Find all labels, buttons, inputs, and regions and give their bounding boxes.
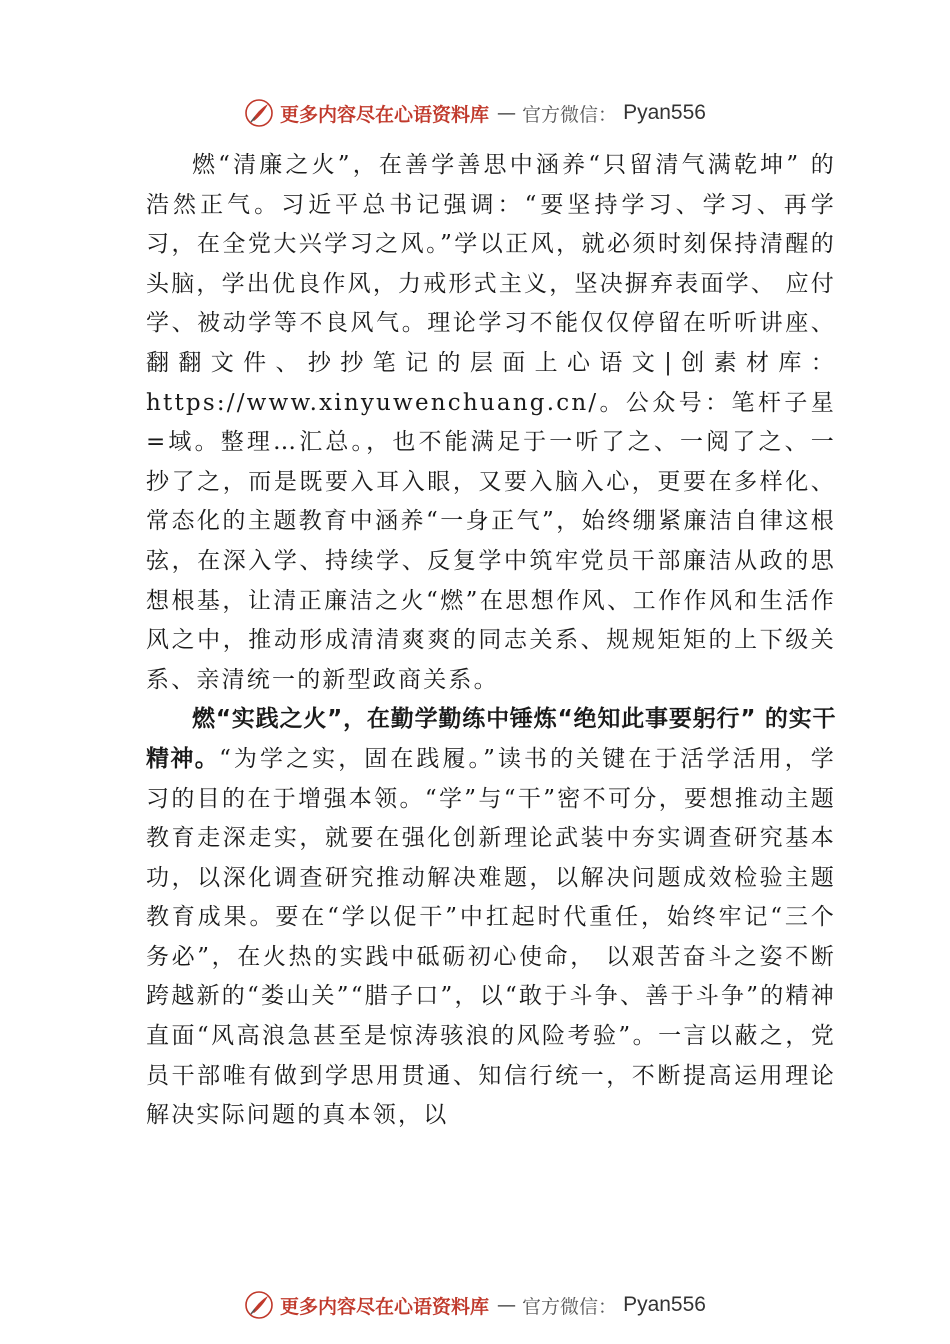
quill-logo-icon xyxy=(244,1290,274,1320)
banner-gray-text: 官方微信： xyxy=(522,103,618,126)
quill-logo-icon xyxy=(244,98,274,128)
paragraph-1-text: 燃“清廉之火”，在善学善思中涵养“只留清气满乾坤” 的浩然正气。习近平总书记强调：“要坚持学习、学习、再学习，在全党大兴学习之风。”学以正风，就必须时刻保持清醒的头脑，学出优良作风，力戒形式主义，坚决摒弃表面学、 应付学、被动学等不良风气。理论学习不能仅仅停留在听听讲座、翻翻文件、抄抄笔记的层面上心语文|创素材库：https://www.xinyuwenchuang.cn/。公众号：笔杆子星=域。整理…汇总。，也不能满足于一听了之、一阅了之、一抄了之，而是既要入耳入眼，又要入脑入心，更要在多样化、常态化的主题教育中涵养“一身正气”，始终绷紧廉洁自律这根弦，在深入学、持续学、反复学中筑牢党员干部廉洁从政的思想根基，让清正廉洁之火“燃”在思想作风、工作作风和生活作风之中，推动形成清清爽爽的同志关系、规规矩矩的上下级关系、亲清统一的新型政商关系。 xyxy=(146,152,836,693)
banner-red-text: 更多内容尽在心语资料库 xyxy=(280,103,490,126)
paragraph-1 xyxy=(146,146,836,700)
banner-separator: — xyxy=(497,102,517,124)
paragraph-2-lead: 燃“实践之火”，在勤学勤练中锤炼“绝知此事要躬行” 的实干精神。 xyxy=(146,706,836,772)
footer-watermark-banner xyxy=(0,1290,950,1320)
paragraph-2-text: “为学之实，固在践履。”读书的关键在于活学活用，学习的目的在于增强本领。“学”与“干”密不可分，要想推动主题教育走深走实，就要在强化创新理论武装中夯实调查研究基本功，以深化调查研究推动解决难题，以解决问题成效检验主题教育成果。要在“学以促干”中扛起时代重任，始终牢记“三个务必”，在火热的实践中砥砺初心使命， 以艰苦奋斗之姿不断跨越新的“娄山关”“腊子口”，以“敢于斗争、善于斗争”的精神直面“风高浪急甚至是惊涛骇浪的风险考验”。一言以蔽之，党员干部唯有做到学思用贯通、知信行统一，不断提高运用理论解决实际问题的真本领，以 xyxy=(146,745,836,1129)
header-watermark-banner xyxy=(0,98,950,128)
banner-separator: — xyxy=(497,1294,517,1316)
document-body xyxy=(146,146,836,1136)
banner-gray-text: 官方微信： xyxy=(522,1295,618,1318)
banner-red-text: 更多内容尽在心语资料库 xyxy=(280,1295,490,1318)
banner-wechat-id: Pyan556 xyxy=(623,101,706,124)
paragraph-2 xyxy=(146,700,836,1136)
banner-wechat-id: Pyan556 xyxy=(623,1293,706,1316)
